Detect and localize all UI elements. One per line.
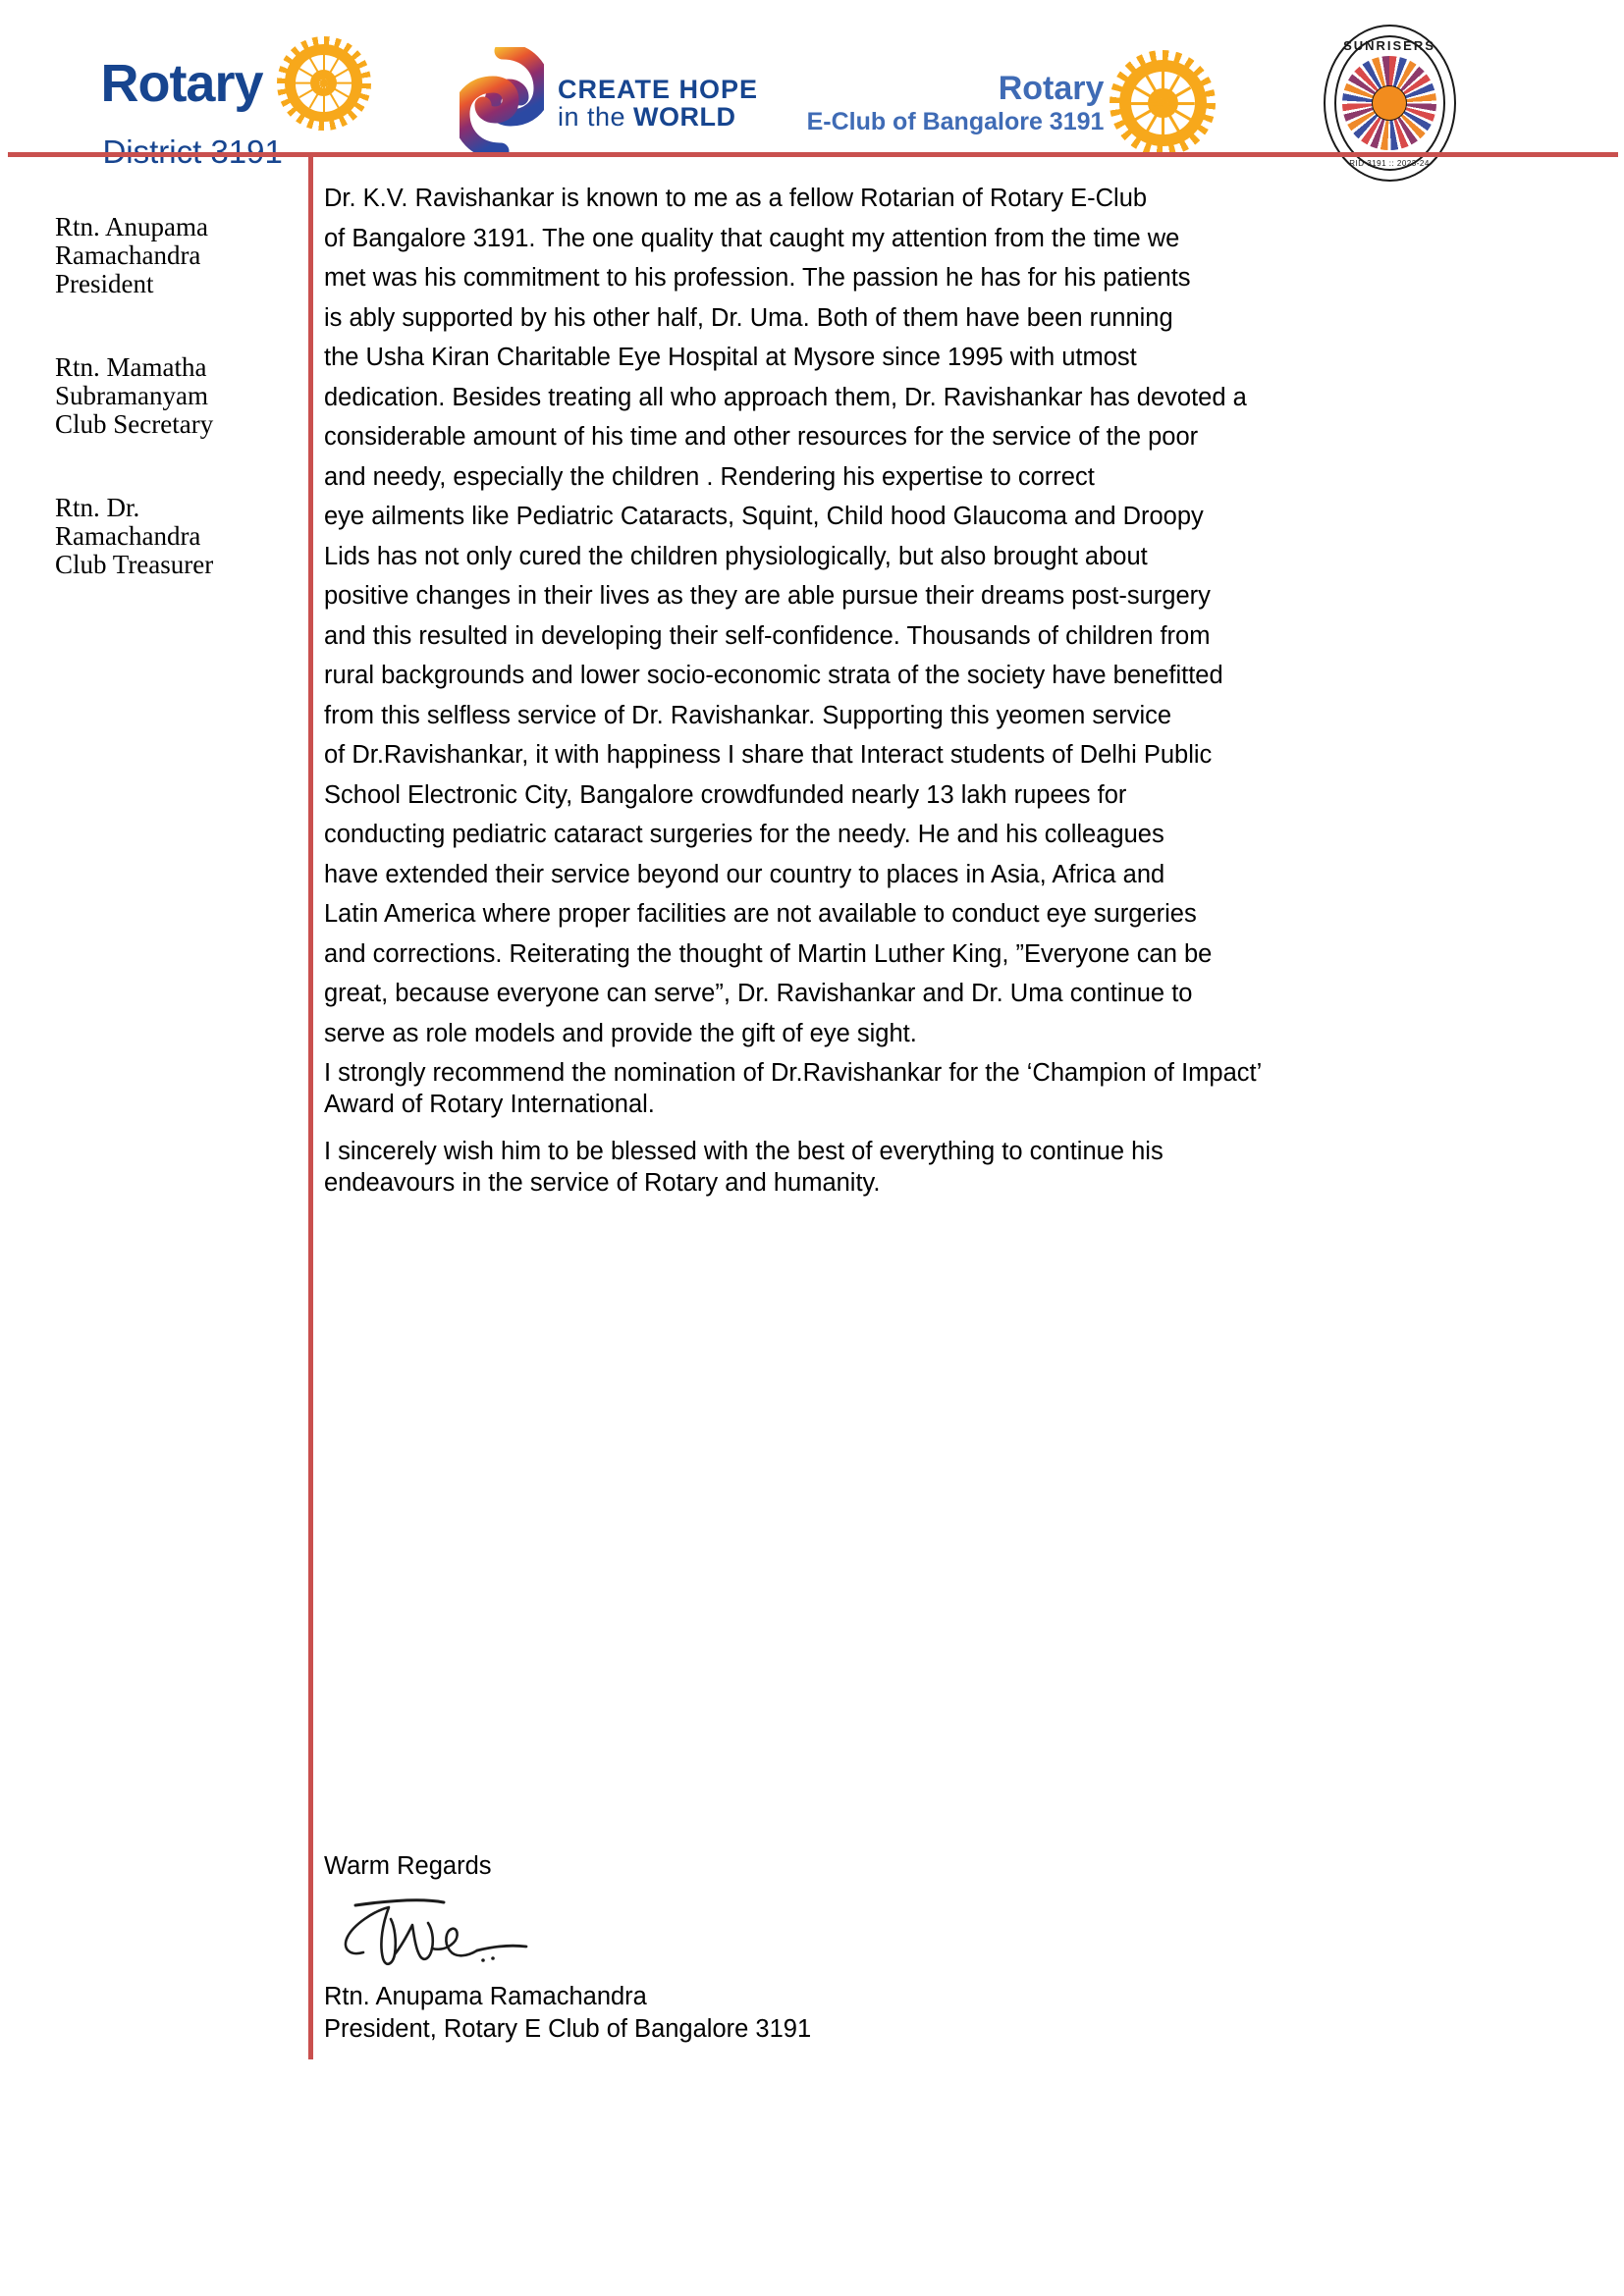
- rotary-eclub-logo: [776, 25, 1247, 182]
- closing-block: [324, 1850, 1502, 2047]
- officer-title: Club Secretary: [55, 409, 214, 439]
- officers-sidebar: [55, 214, 300, 635]
- letter-line: conducting pediatric cataract surgeries for the needy. He and his colleagues: [324, 821, 1164, 848]
- eclub-subtitle: E-Club of Bangalore 3191: [806, 108, 1105, 136]
- rotary-gear-wheel-icon: [277, 36, 371, 131]
- letter-line: and corrections. Reiterating the thought of Martin Luther King, ”Everyone can be: [324, 939, 1213, 968]
- letter-line: dedication. Besides treating all who approach them, Dr. Ravishankar has devoted a: [324, 383, 1247, 411]
- signer-name: Rtn. Anupama Ramachandra: [324, 1982, 647, 2010]
- create-hope-line2: [558, 103, 758, 131]
- letter-line: positive changes in their lives as they are able pursue their dreams post-surgery: [324, 582, 1211, 610]
- letter-line: Lids has not only cured the children physiologically, but also brought about: [324, 542, 1148, 570]
- letter-line: great, because everyone can serve”, Dr. Ravishankar and Dr. Uma continue to: [324, 980, 1193, 1007]
- letter-line: rural backgrounds and lower socio-economic strata of the society have benefitted: [324, 662, 1223, 689]
- letter-line: and needy, especially the children . Rendering his expertise to correct: [324, 462, 1095, 491]
- sunrisers-bottom-text: RID 3191 :: 2023-24: [1349, 159, 1430, 168]
- recommendation-line: I strongly recommend the nomination of Dr.Ravishankar for the ‘Champion of Impact’: [324, 1059, 1263, 1087]
- handwritten-signature-image: [334, 1894, 569, 1977]
- officer-title: Club Treasurer: [55, 550, 214, 579]
- letter-line: is ably supported by his other half, Dr. Uma. Both of them have been running: [324, 303, 1173, 332]
- officer-name-line1: Rtn. Mamatha: [55, 352, 207, 382]
- letter-line: Dr. K.V. Ravishankar is known to me as a fellow Rotarian of Rotary E-Club: [324, 185, 1148, 212]
- letter-line: eye ailments like Pediatric Cataracts, Squint, Child hood Glaucoma and Droopy: [324, 503, 1204, 530]
- signer-title: President, Rotary E Club of Bangalore 3191: [324, 2015, 812, 2044]
- letter-line: from this selfless service of Dr. Ravishankar. Supporting this yeomen service: [324, 701, 1172, 729]
- sunrisers-top-text: SUNRISERS: [1343, 38, 1435, 53]
- create-hope-theme-logo: [442, 25, 776, 182]
- letter-line: and this resulted in developing their self-confidence. Thousands of children from: [324, 621, 1211, 650]
- create-hope-line1: CREATE HOPE: [557, 74, 759, 104]
- rotary-gear-wheel-icon: [1110, 50, 1216, 156]
- eclub-wordmark: Rotary: [998, 70, 1105, 108]
- letter-line: considerable amount of his time and other resources for the service of the poor: [324, 423, 1199, 451]
- recommendation-line: Award of Rotary International.: [324, 1091, 655, 1118]
- create-hope-line2-emphasis: WORLD: [633, 102, 736, 132]
- officer-title: President: [55, 269, 154, 298]
- create-hope-swirl-icon: [460, 47, 544, 160]
- officer-name-line2: Ramachandra: [55, 240, 201, 270]
- letter-line: of Bangalore 3191. The one quality that caught my attention from the time we: [324, 224, 1180, 252]
- letter-line: serve as role models and provide the gift of eye sight.: [324, 1019, 917, 1047]
- letter-line: of Dr.Ravishankar, it with happiness I share that Interact students of Delhi Public: [324, 741, 1213, 769]
- letter-body: [324, 187, 1591, 1202]
- header-divider-rule: [8, 152, 1618, 157]
- sidebar-divider-rule: [308, 155, 313, 2059]
- closing-salutation: Warm Regards: [324, 1852, 492, 1880]
- officer-entry: [55, 354, 300, 440]
- officer-name-line1: Rtn. Anupama: [55, 212, 208, 241]
- recommendation-paragraph: [324, 1061, 1591, 1124]
- create-hope-line2-prefix: in the: [557, 102, 634, 132]
- officer-entry: [55, 214, 300, 299]
- letter-line: School Electronic City, Bangalore crowdfunded nearly 13 lakh rupees for: [324, 780, 1127, 809]
- officer-name-line2: Subramanyam: [55, 381, 208, 410]
- sunburst-emblem-icon: [1324, 25, 1456, 182]
- officer-name-line1: Rtn. Dr.: [55, 493, 140, 522]
- wish-paragraph: [324, 1140, 1591, 1202]
- officer-name-line2: Ramachandra: [55, 521, 201, 551]
- letter-line: have extended their service beyond our country to places in Asia, Africa and: [324, 860, 1165, 888]
- officer-entry: [55, 495, 300, 580]
- wish-line: I sincerely wish him to be blessed with the best of everything to continue his: [324, 1138, 1164, 1165]
- letter-line: the Usha Kiran Charitable Eye Hospital at Mysore since 1995 with utmost: [324, 344, 1137, 371]
- rotary-wordmark: Rotary: [100, 53, 263, 113]
- letterhead: [0, 0, 1624, 206]
- sunrisers-logo: [1247, 25, 1532, 182]
- rotary-district-logo: [0, 25, 442, 182]
- letter-line: met was his commitment to his profession. The passion he has for his patients: [324, 264, 1191, 292]
- letter-line: Latin America where proper facilities are not available to conduct eye surgeries: [324, 900, 1197, 928]
- wish-line: endeavours in the service of Rotary and humanity.: [324, 1169, 881, 1197]
